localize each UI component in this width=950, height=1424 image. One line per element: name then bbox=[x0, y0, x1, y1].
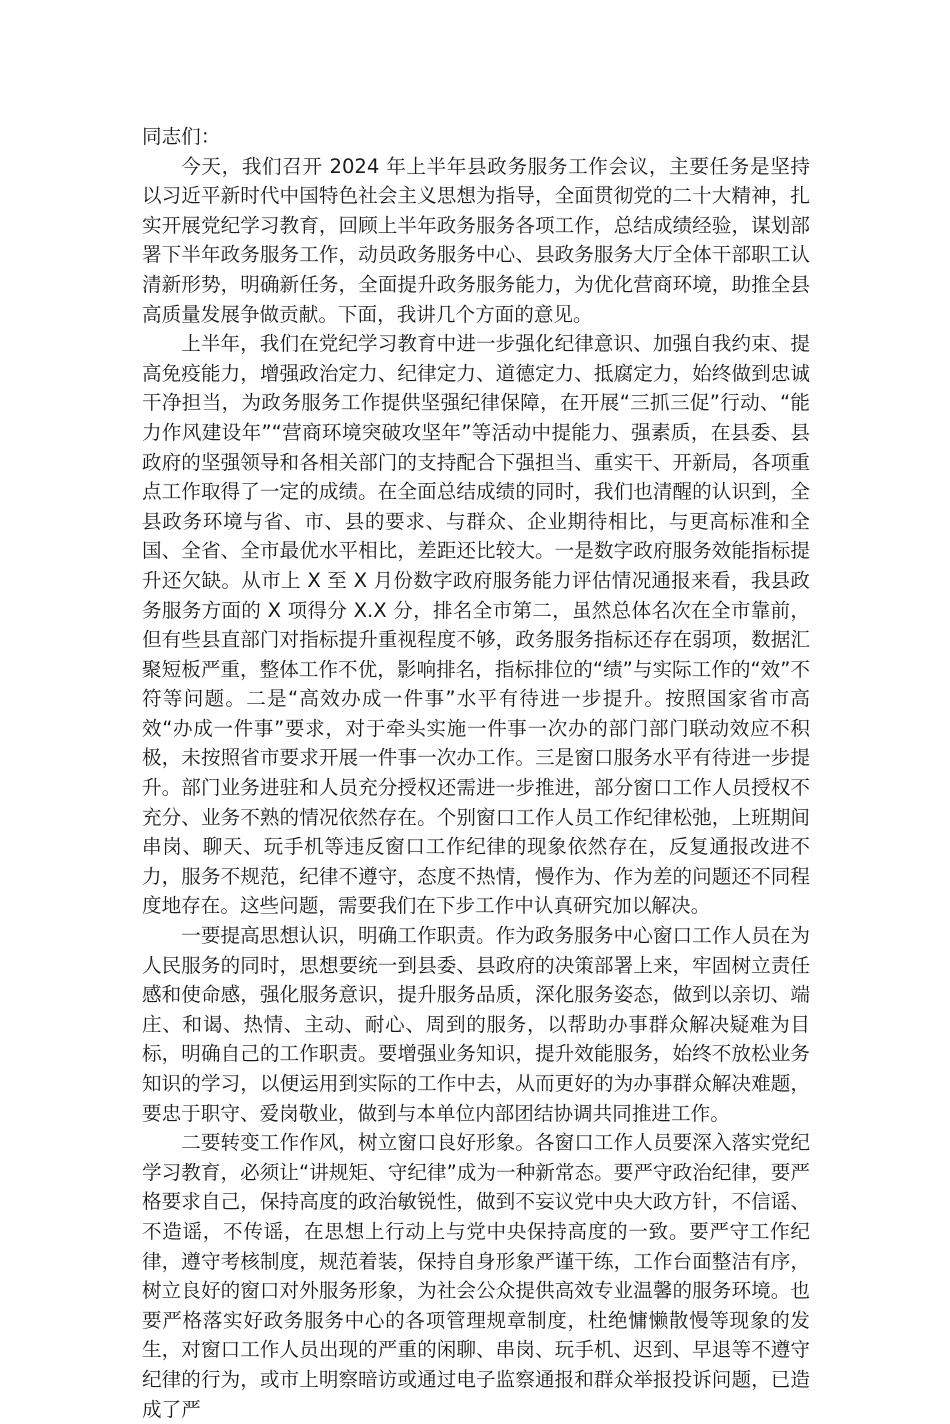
document-body bbox=[142, 122, 810, 1424]
paragraph-review: 上半年，我们在党纪学习教育中进一步强化纪律意识、加强自我约束、提高免疫能力，增强政治定力、纪律定力、道德定力、抵腐定力，始终做到忠诚干净担当，为政务服务工作提供坚强纪律保障，在开展“三抓三促”行动、“能力作风建设年”“营商环境突破攻坚年”等活动中提能力、强素质，在县委、县政府的坚强领导和各相关部门的支持配合下强担当、重实干、开新局，各项重点工作取得了一定的成绩。在全面总结成绩的同时，我们也清醒的认识到，全县政务环境与省、市、县的要求、与群众、企业期待相比，与更高标准和全国、全省、全市最优水平相比，差距还比较大。一是数字政府服务效能指标提升还欠缺。从市上 X 至 X 月份数字政府服务能力评估情况通报来看，我县政务服务方面的 X 项得分 X.X 分，排名全市第二，虽然总体名次在全市靠前，但有些县直部门对指标提升重视程度不够，政务服务指标还存在弱项，数据汇聚短板严重，整体工作不优，影响排名，指标排位的“绩”与实际工作的“效”不符等问题。二是“高效办成一件事”水平有待进一步提升。按照国家省市高效“办成一件事”要求，对于牵头实施一件事一次办的部门部门联动效应不积极，未按照省市要求开展一件事一次办工作。三是窗口服务水平有待进一步提升。部门业务进驻和人员充分授权还需进一步推进，部分窗口工作人员授权不充分、业务不熟的情况依然存在。个别窗口工作人员工作纪律松弛，上班期间串岗、聊天、玩手机等违反窗口工作纪律的现象依然存在，反复通报改进不力，服务不规范，纪律不遵守，态度不热情，慢作为、作为差的问题还不同程度地存在。这些问题，需要我们在下步工作中认真研究加以解决。 bbox=[142, 332, 810, 918]
salutation: 同志们： bbox=[142, 125, 221, 148]
paragraph-opening: 今天，我们召开 2024 年上半年县政务服务工作会议，主要任务是坚持以习近平新时代中国特色社会主义思想为指导，全面贯彻党的二十大精神，扎实开展党纪学习教育，回顾上半年政务服务各项工作，总结成绩经验，谋划部署下半年政务服务工作，动员政务服务中心、县政务服务大厅全体干部职工认清新形势，明确新任务，全面提升政务服务能力，为优化营商环境，助推全县高质量发展争做贡献。下面，我讲几个方面的意见。 bbox=[142, 154, 810, 326]
paragraph-point-two: 二要转变工作作风，树立窗口良好形象。各窗口工作人员要深入落实党纪学习教育，必须让“讲规矩、守纪律”成为一种新常态。要严守政治纪律，要严格要求自己，保持高度的政治敏锐性，做到不妄议党中央大政方针，不信谣、不造谣，不传谣，在思想上行动上与党中央保持高度的一致。要严守工作纪律，遵守考核制度，规范着装，保持自身形象严谨干练，工作台面整洁有序，树立良好的窗口对外服务形象，为社会公众提供高效专业温馨的服务环境。也要严格落实好政务服务中心的各项管理规章制度，杜绝慵懒散慢等现象的发生，对窗口工作人员出现的严重的闲聊、串岗、玩手机、迟到、早退等不遵守纪律的行为，或市上明察暗访或通过电子监察通报和群众举报投诉问题，已造成了严 bbox=[142, 1131, 810, 1421]
paragraph-point-one: 一要提高思想认识，明确工作职责。作为政务服务中心窗口工作人员在为人民服务的同时，思想要统一到县委、县政府的决策部署上来，牢固树立责任感和使命感，强化服务意识，提升服务品质，深化服务姿态，做到以亲切、端庄、和谒、热情、主动、耐心、周到的服务，以帮助办事群众解决疑难为目标，明确自己的工作职责。要增强业务知识，提升效能服务，始终不放松业务知识的学习，以便运用到实际的工作中去，从而更好的为办事群众解决难题，要忠于职守、爱岗敬业，做到与本单位内部团结协调共同推进工作。 bbox=[142, 924, 810, 1125]
